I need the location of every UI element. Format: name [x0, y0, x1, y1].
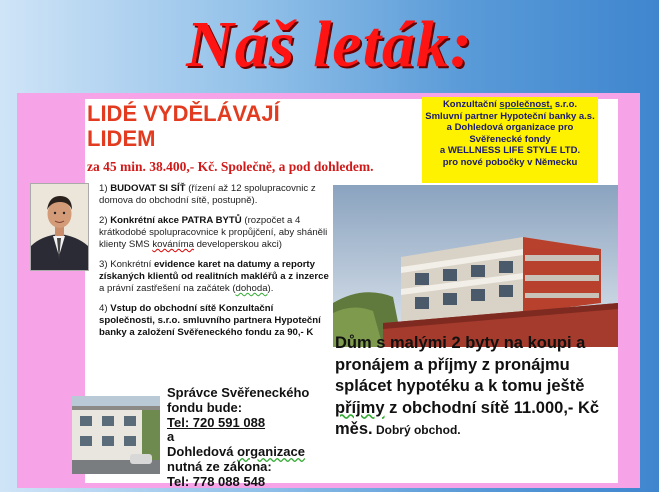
fund-administrator-contact — [167, 386, 347, 488]
step-3 — [99, 259, 329, 295]
step-4-title: Vstup do obchodní sítě Konzultační společnosti, s.r.o. smluvního partnera Hypoteční banky a založení Svěřeneckého fondu za 90,- K — [99, 303, 321, 338]
step-1 — [99, 183, 329, 207]
step-2-text: (rozpočet a 4 krátkodobé spolupracovnice k propůjčení, aby sháněli klienty SMS — [99, 215, 328, 250]
supervisory-org-label-part1: Dohledová — [167, 444, 238, 460]
partner-branches: pro nové pobočky v Německu — [442, 156, 578, 168]
house-offer-text — [335, 333, 625, 442]
supervisory-org-phone: Tel: 778 088 548 — [167, 473, 266, 488]
partner-name-part2: společnost, — [499, 99, 553, 110]
small-house-photo — [72, 396, 160, 474]
contact-conjunction: a — [167, 429, 175, 445]
supervisory-org-note: nutná ze zákona: — [167, 458, 272, 474]
step-3-number: 3) Konkrétní — [99, 259, 154, 270]
house-offer-note: Dobrý obchod. — [372, 423, 461, 437]
step-4 — [99, 303, 329, 339]
house-offer-amount: z obchodní sítě 11.000,- Kč měs. — [335, 398, 600, 438]
step-3-marked-word: dohoda — [235, 283, 268, 294]
step-2 — [99, 215, 329, 251]
fund-administrator-phone: Tel: 720 591 088 — [167, 414, 266, 430]
house-offer-main: Dům s malými 2 byty na koupi a pronájem a příjmy z pronájmu splácet hypotéku a k tomu ještě — [335, 334, 586, 395]
small-house-illustration — [72, 396, 160, 474]
partner-info-box — [422, 97, 598, 183]
house-offer-marked-word: příjmy — [335, 398, 385, 417]
fund-administrator-label: Správce Svěřeneckého fondu bude: — [167, 385, 310, 415]
slide-title: Náš leták: — [186, 8, 473, 81]
step-2-title: Konkrétní akce PATRA BYTŮ — [110, 215, 242, 226]
partner-wellness: a WELLNESS LIFE STYLE LTD. — [439, 145, 581, 156]
step-4-number: 4) — [99, 303, 111, 314]
step-3-text: a právní zastřešení na začátek ( — [99, 283, 236, 294]
step-3-title: evidence karet na datumy a reporty získaných klientů od realitních makléřů a z inzerce — [99, 259, 329, 282]
supervisory-org-label-part2: organizace — [237, 444, 305, 460]
step-1-text: (řízení až 12 spolupracovnic z domova do obchodní sítě, postupně). — [99, 183, 316, 206]
partner-description: Smluvní partner Hypoteční banky a.s. a Dohledová organizace pro Svěřenecké fondy — [425, 110, 595, 145]
flyer — [17, 93, 640, 488]
step-2-number: 2) — [99, 215, 111, 226]
partner-name-part3: s.r.o. — [552, 99, 578, 110]
apartment-building-render — [333, 185, 618, 347]
flyer-headline: LIDÉ VYDĚLÁVAJÍ LIDEM — [87, 101, 280, 151]
step-2-text-end: developerskou akci) — [193, 239, 282, 250]
apartment-building-illustration — [333, 185, 618, 347]
step-1-title: BUDOVAT SI SÍŤ — [110, 183, 186, 194]
portrait-illustration — [31, 184, 88, 270]
flyer-subline: za 45 min. 38.400,- Kč. Společně, a pod dohledem. — [87, 159, 374, 174]
steps-list — [99, 183, 329, 347]
step-2-marked-word: kováníma — [152, 239, 194, 250]
step-1-number: 1) — [99, 183, 111, 194]
partner-name-part1: Konzultační — [442, 99, 500, 110]
step-3-text-end: ). — [267, 283, 274, 294]
portrait-photo — [30, 183, 89, 271]
